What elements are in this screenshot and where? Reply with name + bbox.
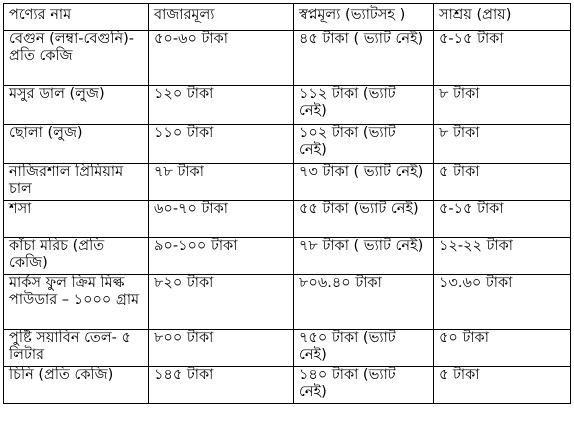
table-row bbox=[4, 330, 571, 367]
cell-swapno-price: ৮০৬.৪০ টাকা bbox=[294, 275, 434, 330]
cell-swapno-price: ৪৫ টাকা ( ভ্যাট নেই) bbox=[294, 31, 434, 86]
cell-saving: ১৩.৬০ টাকা bbox=[434, 275, 571, 330]
header-swapno-price: স্বপ্নমূল্য (ভ্যাটসহ ) bbox=[294, 4, 434, 31]
cell-product-name: মার্কস ফুল ক্রিম মিল্ক পাউডার – ১০০০ গ্রাম bbox=[4, 275, 149, 330]
cell-swapno-price: ১৪০ টাকা (ভ্যাট নেই) bbox=[294, 367, 434, 404]
cell-market-price: ৭৮ টাকা bbox=[149, 164, 294, 201]
table-row bbox=[4, 86, 571, 125]
cell-product-name: নাজিরশাল প্রিমিয়াম চাল bbox=[4, 164, 149, 201]
cell-product-name: মসুর ডাল (লুজ) bbox=[4, 86, 149, 125]
cell-swapno-price: ১১২ টাকা (ভ্যাট নেই) bbox=[294, 86, 434, 125]
cell-saving: ৮ টাকা bbox=[434, 125, 571, 164]
cell-saving: ৫ টাকা bbox=[434, 367, 571, 404]
header-saving: সাশ্রয় (প্রায়) bbox=[434, 4, 571, 31]
cell-swapno-price: ৭৫০ টাকা (ভ্যাট নেই) bbox=[294, 330, 434, 367]
cell-product-name: শসা bbox=[4, 201, 149, 238]
cell-product-name: কাঁচা মরিচ (প্রতি কেজি) bbox=[4, 238, 149, 275]
table-row bbox=[4, 31, 571, 86]
cell-market-price: ৯০-১০০ টাকা bbox=[149, 238, 294, 275]
cell-market-price: ৮০০ টাকা bbox=[149, 330, 294, 367]
cell-swapno-price: ৫৫ টাকা (ভ্যাট নেই) bbox=[294, 201, 434, 238]
cell-saving: ৫-১৫ টাকা bbox=[434, 201, 571, 238]
cell-product-name: বেগুন (লম্বা-বেগুনি)- প্রতি কেজি bbox=[4, 31, 149, 86]
cell-product-name: ছোলা (লুজ) bbox=[4, 125, 149, 164]
cell-saving: ৫ টাকা bbox=[434, 164, 571, 201]
cell-swapno-price: ৭৮ টাকা ( ভ্যাট নেই) bbox=[294, 238, 434, 275]
table-row bbox=[4, 238, 571, 275]
cell-saving: ৫-১৫ টাকা bbox=[434, 31, 571, 86]
table-row bbox=[4, 201, 571, 238]
cell-market-price: ৫০-৬০ টাকা bbox=[149, 31, 294, 86]
cell-market-price: ১৪৫ টাকা bbox=[149, 367, 294, 404]
cell-market-price: ৮২০ টাকা bbox=[149, 275, 294, 330]
cell-saving: ৮ টাকা bbox=[434, 86, 571, 125]
cell-product-name: পুষ্টি সয়াবিন তেল- ৫ লিটার bbox=[4, 330, 149, 367]
cell-market-price: ১১০ টাকা bbox=[149, 125, 294, 164]
cell-saving: ৫০ টাকা bbox=[434, 330, 571, 367]
cell-saving: ১২-২২ টাকা bbox=[434, 238, 571, 275]
cell-swapno-price: ১০২ টাকা (ভ্যাট নেই) bbox=[294, 125, 434, 164]
table-header-row bbox=[4, 4, 571, 31]
header-market-price: বাজারমূল্য bbox=[149, 4, 294, 31]
cell-market-price: ৬০-৭০ টাকা bbox=[149, 201, 294, 238]
cell-market-price: ১২০ টাকা bbox=[149, 86, 294, 125]
price-comparison-table bbox=[3, 3, 571, 404]
header-product-name: পণ্যের নাম bbox=[4, 4, 149, 31]
cell-product-name: চিনি (প্রতি কেজি) bbox=[4, 367, 149, 404]
table-row bbox=[4, 275, 571, 330]
table-row bbox=[4, 367, 571, 404]
table-row bbox=[4, 164, 571, 201]
table-row bbox=[4, 125, 571, 164]
cell-swapno-price: ৭৩ টাকা ( ভ্যাট নেই) bbox=[294, 164, 434, 201]
